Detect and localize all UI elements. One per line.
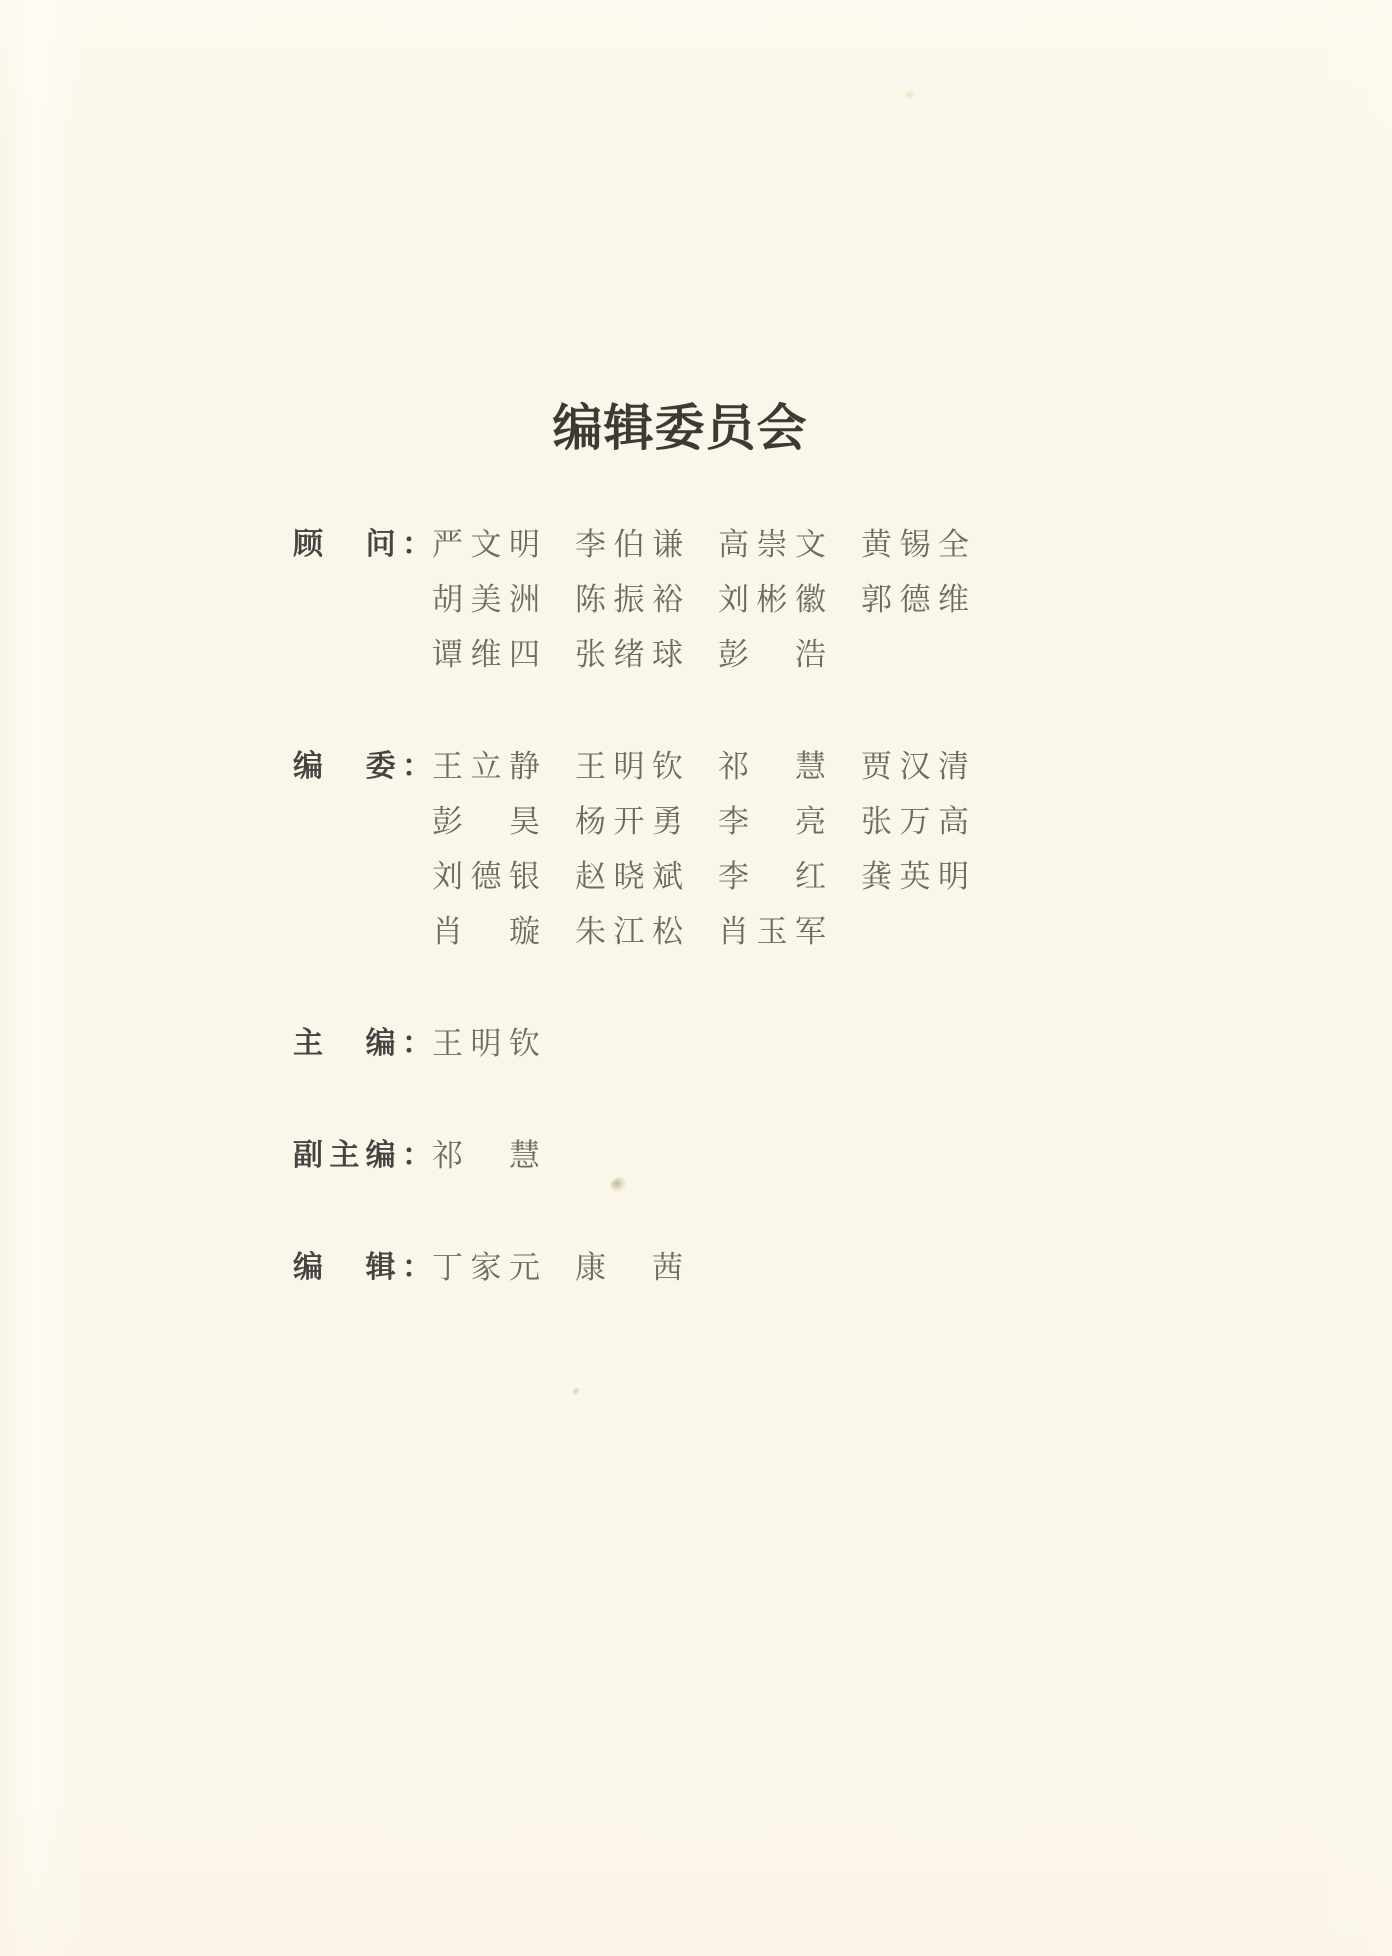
section-advisors-row xyxy=(293,627,1113,682)
chief-editor-label: 主 编： xyxy=(293,1027,432,1060)
section-editorial-board-row xyxy=(293,739,1113,794)
section-advisors xyxy=(293,517,1113,682)
section-editorial-board-row xyxy=(293,904,1113,959)
person-name: 李 红 xyxy=(718,859,826,894)
person-name: 祁 慧 xyxy=(432,1138,540,1173)
person-name: 丁家元 xyxy=(432,1250,540,1285)
person-name: 朱江松 xyxy=(575,914,683,949)
section-editorial-board xyxy=(293,739,1113,959)
section-chief-editor-row xyxy=(293,1016,1113,1071)
name-columns xyxy=(432,1128,575,1183)
section-advisors-row xyxy=(293,572,1113,627)
editorial-board-label xyxy=(293,794,432,849)
person-name: 祁 慧 xyxy=(718,749,826,784)
person-name: 彭 浩 xyxy=(718,637,826,672)
person-name: 黄锡全 xyxy=(861,527,969,562)
section-editors-row xyxy=(293,1240,1113,1295)
editorial-board-label xyxy=(293,904,432,959)
person-name: 张绪球 xyxy=(575,637,683,672)
advisors-label xyxy=(293,572,432,627)
name-columns xyxy=(432,794,1004,849)
name-columns xyxy=(432,739,1004,794)
section-editorial-board-row xyxy=(293,849,1113,904)
scan-speck xyxy=(571,1386,580,1396)
person-name: 张万高 xyxy=(861,804,969,839)
name-columns xyxy=(432,1016,575,1071)
name-columns xyxy=(432,517,1004,572)
person-name: 康 茜 xyxy=(575,1250,683,1285)
advisors-label: 顾 问： xyxy=(293,528,432,561)
person-name: 杨开勇 xyxy=(575,804,683,839)
section-editorial-board-row xyxy=(293,794,1113,849)
person-name: 王明钦 xyxy=(575,749,683,784)
deputy-chief-editor-label: 副主编： xyxy=(293,1139,432,1172)
person-name: 李 亮 xyxy=(718,804,826,839)
person-name: 郭德维 xyxy=(861,582,969,617)
person-name: 赵晓斌 xyxy=(575,859,683,894)
editorial-board-label: 编 委： xyxy=(293,750,432,783)
name-columns xyxy=(432,1240,718,1295)
person-name: 严文明 xyxy=(432,527,540,562)
advisors-label xyxy=(293,627,432,682)
person-name: 刘彬徽 xyxy=(718,582,826,617)
committee-list xyxy=(293,517,1113,1295)
person-name: 龚英明 xyxy=(861,859,969,894)
person-name: 王立静 xyxy=(432,749,540,784)
person-name: 高崇文 xyxy=(718,527,826,562)
section-advisors-row xyxy=(293,517,1113,572)
person-name: 王明钦 xyxy=(432,1026,540,1061)
section-chief-editor xyxy=(293,1016,1113,1071)
person-name: 胡美洲 xyxy=(432,582,540,617)
section-deputy-chief-editor-row xyxy=(293,1128,1113,1183)
person-name: 谭维四 xyxy=(432,637,540,672)
section-editors xyxy=(293,1240,1113,1295)
scan-speck xyxy=(905,90,915,99)
person-name: 彭 昊 xyxy=(432,804,540,839)
person-name: 肖 璇 xyxy=(432,914,540,949)
name-columns xyxy=(432,627,861,682)
name-columns xyxy=(432,572,1004,627)
name-columns xyxy=(432,904,861,959)
person-name: 贾汉清 xyxy=(861,749,969,784)
person-name: 肖玉军 xyxy=(718,914,826,949)
editors-label: 编 辑： xyxy=(293,1251,432,1284)
person-name: 李伯谦 xyxy=(575,527,683,562)
person-name: 刘德银 xyxy=(432,859,540,894)
editorial-board-label xyxy=(293,849,432,904)
person-name: 陈振裕 xyxy=(575,582,683,617)
name-columns xyxy=(432,849,1004,904)
section-deputy-chief-editor xyxy=(293,1128,1113,1183)
page-title: 编辑委员会 xyxy=(552,398,808,457)
